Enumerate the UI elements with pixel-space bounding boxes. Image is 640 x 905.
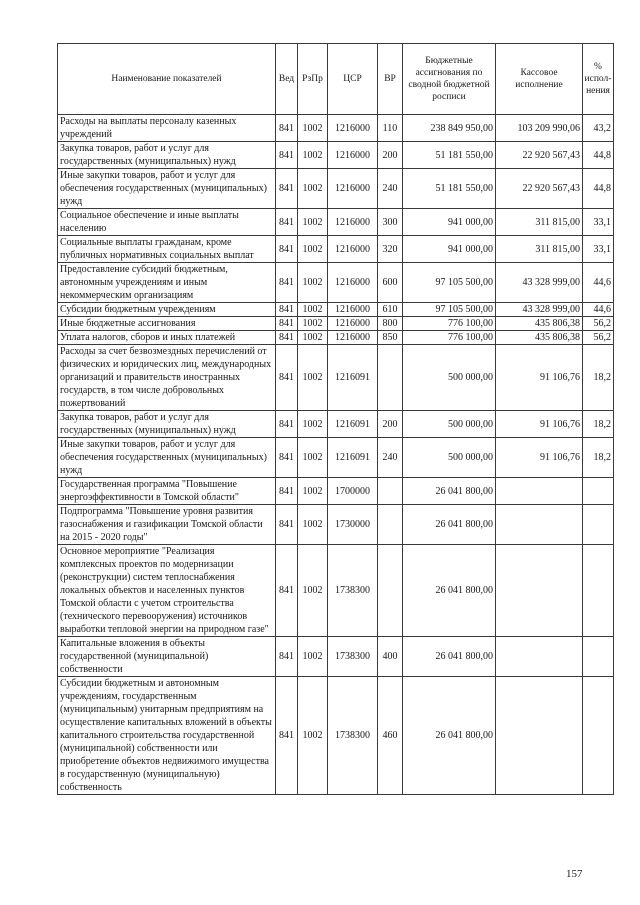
cell-ved: 841 [276,209,298,236]
cell-name: Капитальные вложения в объекты государственной (муниципальной) собственности [58,637,276,677]
cell-csr: 1216000 [328,236,378,263]
cell-name: Иные бюджетные ассигнования [58,317,276,331]
cell-csr: 1738300 [328,677,378,795]
cell-percent [583,505,614,545]
document-page [57,43,613,795]
cell-vr [378,505,403,545]
cell-csr: 1216000 [328,169,378,209]
cell-executed: 22 920 567,43 [496,142,583,169]
cell-rzpr: 1002 [298,331,328,345]
cell-rzpr: 1002 [298,115,328,142]
cell-vr: 240 [378,438,403,478]
cell-rzpr: 1002 [298,545,328,637]
cell-executed [496,545,583,637]
cell-rzpr: 1002 [298,169,328,209]
cell-assigned: 97 105 500,00 [403,263,496,303]
cell-executed: 22 920 567,43 [496,169,583,209]
table-row [58,236,614,263]
cell-assigned: 51 181 550,00 [403,169,496,209]
cell-percent: 33,1 [583,236,614,263]
cell-ved: 841 [276,142,298,169]
header-percent: % испол-нения [583,44,614,115]
page-number: 157 [566,868,583,880]
header-csr: ЦСР [328,44,378,115]
cell-rzpr: 1002 [298,478,328,505]
cell-executed [496,637,583,677]
table-row [58,345,614,411]
cell-vr [378,478,403,505]
cell-ved: 841 [276,505,298,545]
cell-csr: 1216000 [328,317,378,331]
cell-ved: 841 [276,345,298,411]
cell-rzpr: 1002 [298,303,328,317]
cell-assigned: 97 105 500,00 [403,303,496,317]
cell-executed: 91 106,76 [496,438,583,478]
cell-name: Предоставление субсидий бюджетным, автономным учреждениям и иным некоммерческим организациям [58,263,276,303]
table-row [58,169,614,209]
cell-executed [496,677,583,795]
cell-percent: 18,2 [583,411,614,438]
cell-rzpr: 1002 [298,637,328,677]
table-row [58,637,614,677]
cell-csr: 1216000 [328,209,378,236]
cell-percent [583,478,614,505]
cell-executed: 435 806,38 [496,331,583,345]
table-row [58,411,614,438]
cell-executed: 91 106,76 [496,411,583,438]
cell-name: Государственная программа "Повышение энергоэффективности в Томской области" [58,478,276,505]
table-body [58,115,614,795]
cell-name: Социальное обеспечение и иные выплаты населению [58,209,276,236]
cell-percent: 44,6 [583,303,614,317]
cell-csr: 1216000 [328,142,378,169]
cell-ved: 841 [276,438,298,478]
table-row [58,478,614,505]
cell-vr: 850 [378,331,403,345]
cell-rzpr: 1002 [298,677,328,795]
cell-vr: 400 [378,637,403,677]
cell-rzpr: 1002 [298,236,328,263]
cell-vr: 110 [378,115,403,142]
cell-percent: 18,2 [583,345,614,411]
header-name: Наименование показателей [58,44,276,115]
cell-rzpr: 1002 [298,263,328,303]
header-vr: ВР [378,44,403,115]
cell-csr: 1216091 [328,345,378,411]
cell-percent [583,545,614,637]
cell-ved: 841 [276,411,298,438]
table-row [58,142,614,169]
cell-vr: 200 [378,142,403,169]
cell-name: Уплата налогов, сборов и иных платежей [58,331,276,345]
header-ved: Вед [276,44,298,115]
cell-name: Расходы на выплаты персоналу казенных учреждений [58,115,276,142]
cell-executed: 43 328 999,00 [496,263,583,303]
cell-percent: 44,8 [583,142,614,169]
cell-ved: 841 [276,115,298,142]
cell-assigned: 776 100,00 [403,331,496,345]
cell-ved: 841 [276,677,298,795]
header-executed: Кассовое исполнение [496,44,583,115]
cell-csr: 1216000 [328,331,378,345]
cell-percent: 44,6 [583,263,614,303]
cell-assigned: 51 181 550,00 [403,142,496,169]
cell-percent: 44,8 [583,169,614,209]
cell-vr: 600 [378,263,403,303]
cell-ved: 841 [276,169,298,209]
cell-percent: 33,1 [583,209,614,236]
cell-vr: 610 [378,303,403,317]
cell-ved: 841 [276,263,298,303]
cell-name: Иные закупки товаров, работ и услуг для обеспечения государственных (муниципальных) нужд [58,169,276,209]
cell-vr [378,345,403,411]
cell-csr: 1738300 [328,545,378,637]
cell-rzpr: 1002 [298,142,328,169]
cell-percent [583,637,614,677]
cell-vr: 320 [378,236,403,263]
cell-csr: 1216091 [328,438,378,478]
cell-ved: 841 [276,236,298,263]
table-row [58,317,614,331]
cell-assigned: 26 041 800,00 [403,478,496,505]
cell-executed: 435 806,38 [496,317,583,331]
cell-assigned: 500 000,00 [403,438,496,478]
cell-ved: 841 [276,478,298,505]
cell-rzpr: 1002 [298,345,328,411]
cell-csr: 1700000 [328,478,378,505]
cell-name: Социальные выплаты гражданам, кроме публичных нормативных социальных выплат [58,236,276,263]
cell-percent: 43,2 [583,115,614,142]
cell-ved: 841 [276,303,298,317]
cell-ved: 841 [276,331,298,345]
cell-executed [496,505,583,545]
table-row [58,209,614,236]
cell-assigned: 26 041 800,00 [403,545,496,637]
cell-assigned: 26 041 800,00 [403,677,496,795]
table-row [58,505,614,545]
cell-name: Закупка товаров, работ и услуг для государственных (муниципальных) нужд [58,142,276,169]
cell-ved: 841 [276,545,298,637]
cell-csr: 1216000 [328,115,378,142]
cell-assigned: 26 041 800,00 [403,505,496,545]
cell-rzpr: 1002 [298,438,328,478]
cell-name: Основное мероприятие "Реализация комплексных проектов по модернизации (реконструкции) систем теплоснабжения локальных объектов и населенных пунктов Томской области с учетом строительства (технического перевооружения) источников выработки тепловой энергии на природном газе" [58,545,276,637]
table-row [58,303,614,317]
table-row [58,263,614,303]
cell-ved: 841 [276,317,298,331]
budget-execution-table [57,43,614,795]
cell-vr: 800 [378,317,403,331]
cell-csr: 1738300 [328,637,378,677]
cell-percent: 56,2 [583,317,614,331]
header-rzpr: РзПр [298,44,328,115]
cell-assigned: 941 000,00 [403,236,496,263]
header-assigned: Бюджетные ассигнования по сводной бюджетной росписи [403,44,496,115]
cell-executed: 311 815,00 [496,236,583,263]
cell-assigned: 776 100,00 [403,317,496,331]
table-row [58,438,614,478]
cell-executed: 311 815,00 [496,209,583,236]
cell-vr [378,545,403,637]
cell-assigned: 500 000,00 [403,345,496,411]
table-row [58,331,614,345]
cell-name: Иные закупки товаров, работ и услуг для обеспечения государственных (муниципальных) нужд [58,438,276,478]
table-row [58,545,614,637]
cell-rzpr: 1002 [298,505,328,545]
table-row [58,115,614,142]
cell-vr: 240 [378,169,403,209]
cell-name: Субсидии бюджетным и автономным учреждениям, государственным (муниципальным) унитарным предприятиям на осуществление капитальных вложений в объекты капитального строительства государственной (муниципальной) собственности или приобретение объектов недвижимого имущества в государственную (муниципальную) собственность [58,677,276,795]
cell-rzpr: 1002 [298,317,328,331]
cell-csr: 1216000 [328,303,378,317]
cell-percent: 56,2 [583,331,614,345]
table-header-row [58,44,614,115]
cell-vr: 300 [378,209,403,236]
cell-assigned: 238 849 950,00 [403,115,496,142]
cell-csr: 1216091 [328,411,378,438]
cell-assigned: 500 000,00 [403,411,496,438]
cell-percent: 18,2 [583,438,614,478]
cell-vr: 460 [378,677,403,795]
cell-name: Подпрограмма "Повышение уровня развития газоснабжения и газификации Томской области на 2015 - 2020 годы" [58,505,276,545]
cell-name: Субсидии бюджетным учреждениям [58,303,276,317]
cell-name: Расходы за счет безвозмездных перечислений от физических и юридических лиц, международных организаций и правительств иностранных государств, в том числе добровольных пожертвований [58,345,276,411]
table-row [58,677,614,795]
cell-percent [583,677,614,795]
cell-executed: 91 106,76 [496,345,583,411]
cell-executed: 103 209 990,06 [496,115,583,142]
cell-executed [496,478,583,505]
cell-rzpr: 1002 [298,411,328,438]
cell-assigned: 941 000,00 [403,209,496,236]
cell-vr: 200 [378,411,403,438]
cell-csr: 1216000 [328,263,378,303]
cell-ved: 841 [276,637,298,677]
cell-executed: 43 328 999,00 [496,303,583,317]
cell-name: Закупка товаров, работ и услуг для государственных (муниципальных) нужд [58,411,276,438]
cell-assigned: 26 041 800,00 [403,637,496,677]
cell-rzpr: 1002 [298,209,328,236]
cell-csr: 1730000 [328,505,378,545]
